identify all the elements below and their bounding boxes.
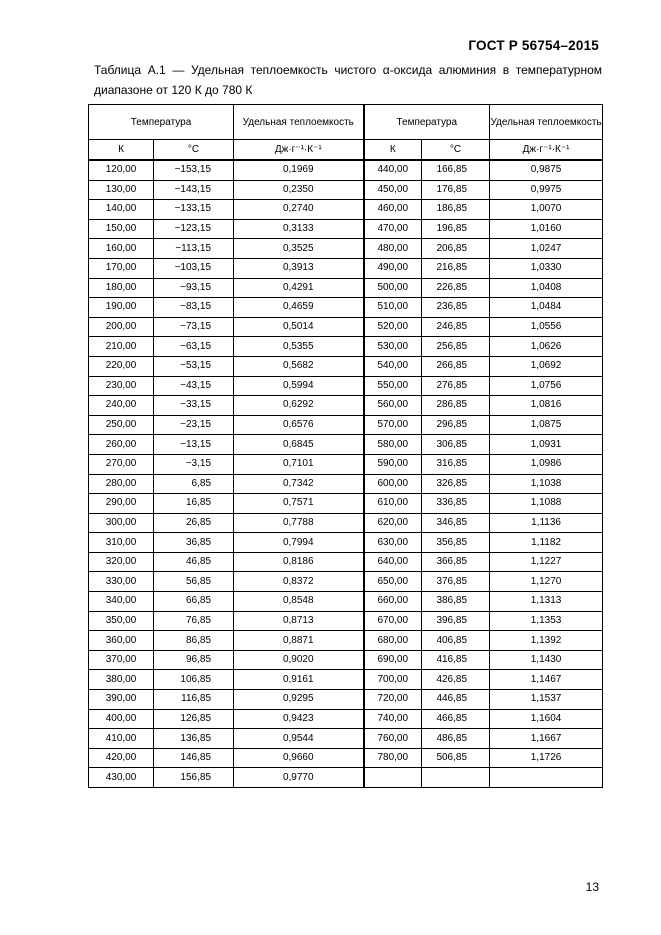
kelvin-cell: 280,00 — [89, 474, 154, 494]
kelvin-cell: 560,00 — [364, 396, 422, 416]
header-row-units — [89, 140, 603, 161]
celsius-cell: 26,85 — [154, 513, 234, 533]
kelvin-cell: 150,00 — [89, 219, 154, 239]
kelvin-cell: 190,00 — [89, 298, 154, 318]
kelvin-cell: 240,00 — [89, 396, 154, 416]
heat-capacity-cell: 0,9020 — [234, 650, 364, 670]
celsius-cell: −133,15 — [154, 200, 234, 220]
kelvin-cell: 160,00 — [89, 239, 154, 259]
heat-capacity-cell: 0,5994 — [234, 376, 364, 396]
table-row — [89, 592, 603, 612]
kelvin-cell: 610,00 — [364, 494, 422, 514]
table-row — [89, 180, 603, 200]
unit-celsius-2: °С — [422, 140, 490, 161]
kelvin-cell: 200,00 — [89, 317, 154, 337]
kelvin-cell: 600,00 — [364, 474, 422, 494]
celsius-cell: 126,85 — [154, 709, 234, 729]
heat-capacity-cell: 1,1270 — [490, 572, 603, 592]
unit-kelvin-2: К — [364, 140, 422, 161]
celsius-cell: 306,85 — [422, 435, 490, 455]
kelvin-cell: 660,00 — [364, 592, 422, 612]
heat-capacity-cell: 1,1088 — [490, 494, 603, 514]
kelvin-cell: 350,00 — [89, 611, 154, 631]
celsius-cell: −43,15 — [154, 376, 234, 396]
kelvin-cell: 140,00 — [89, 200, 154, 220]
celsius-cell: −143,15 — [154, 180, 234, 200]
page-number: 13 — [585, 880, 599, 894]
table-row — [89, 611, 603, 631]
kelvin-cell: 720,00 — [364, 690, 422, 710]
kelvin-cell: 380,00 — [89, 670, 154, 690]
celsius-cell: 206,85 — [422, 239, 490, 259]
table-row — [89, 337, 603, 357]
table-body — [89, 160, 603, 788]
celsius-cell: −23,15 — [154, 415, 234, 435]
document-code: ГОСТ Р 56754–2015 — [468, 38, 599, 53]
table-row — [89, 768, 603, 788]
kelvin-cell: 310,00 — [89, 533, 154, 553]
heat-capacity-cell: 1,1726 — [490, 748, 603, 768]
celsius-cell: 336,85 — [422, 494, 490, 514]
heat-capacity-cell: 0,7788 — [234, 513, 364, 533]
table-row — [89, 513, 603, 533]
heat-capacity-cell: 1,1467 — [490, 670, 603, 690]
kelvin-cell: 390,00 — [89, 690, 154, 710]
table-row — [89, 631, 603, 651]
heat-capacity-header: Удельная теплоемкость — [234, 105, 364, 140]
celsius-cell: 316,85 — [422, 454, 490, 474]
table-row — [89, 219, 603, 239]
heat-capacity-cell: 0,3133 — [234, 219, 364, 239]
celsius-cell: 16,85 — [154, 494, 234, 514]
kelvin-cell: 740,00 — [364, 709, 422, 729]
kelvin-cell: 210,00 — [89, 337, 154, 357]
celsius-cell: 166,85 — [422, 160, 490, 180]
celsius-cell: −83,15 — [154, 298, 234, 318]
heat-capacity-cell: 0,9770 — [234, 768, 364, 788]
kelvin-cell: 760,00 — [364, 729, 422, 749]
heat-capacity-cell: 1,1227 — [490, 552, 603, 572]
heat-capacity-cell: 1,1136 — [490, 513, 603, 533]
heat-capacity-table — [88, 104, 603, 788]
kelvin-cell: 230,00 — [89, 376, 154, 396]
heat-capacity-cell: 0,7342 — [234, 474, 364, 494]
kelvin-cell: 520,00 — [364, 317, 422, 337]
kelvin-cell: 300,00 — [89, 513, 154, 533]
heat-capacity-cell: 0,9660 — [234, 748, 364, 768]
kelvin-cell: 780,00 — [364, 748, 422, 768]
table-row — [89, 160, 603, 180]
celsius-cell: −63,15 — [154, 337, 234, 357]
celsius-cell: 96,85 — [154, 650, 234, 670]
kelvin-cell — [364, 768, 422, 788]
celsius-cell: −33,15 — [154, 396, 234, 416]
table-row — [89, 533, 603, 553]
kelvin-cell: 680,00 — [364, 631, 422, 651]
celsius-cell: −3,15 — [154, 454, 234, 474]
kelvin-cell: 250,00 — [89, 415, 154, 435]
heat-capacity-cell: 1,1182 — [490, 533, 603, 553]
table-row — [89, 494, 603, 514]
heat-capacity-cell: 0,8871 — [234, 631, 364, 651]
heat-capacity-cell: 0,7994 — [234, 533, 364, 553]
table-row — [89, 396, 603, 416]
heat-capacity-cell: 1,0756 — [490, 376, 603, 396]
kelvin-cell: 490,00 — [364, 258, 422, 278]
table-row — [89, 572, 603, 592]
celsius-cell: 6,85 — [154, 474, 234, 494]
heat-capacity-cell: 0,4291 — [234, 278, 364, 298]
kelvin-cell: 650,00 — [364, 572, 422, 592]
celsius-cell: 406,85 — [422, 631, 490, 651]
celsius-cell: −113,15 — [154, 239, 234, 259]
heat-capacity-cell: 1,0160 — [490, 219, 603, 239]
heat-capacity-cell: 1,0931 — [490, 435, 603, 455]
table-row — [89, 474, 603, 494]
celsius-cell: −13,15 — [154, 435, 234, 455]
heat-capacity-cell: 1,0816 — [490, 396, 603, 416]
heat-capacity-cell: 0,2740 — [234, 200, 364, 220]
celsius-cell: 466,85 — [422, 709, 490, 729]
celsius-cell: 376,85 — [422, 572, 490, 592]
kelvin-cell: 120,00 — [89, 160, 154, 180]
heat-capacity-cell: 1,1353 — [490, 611, 603, 631]
heat-capacity-cell: 0,2350 — [234, 180, 364, 200]
celsius-cell: 356,85 — [422, 533, 490, 553]
heat-capacity-cell: 1,1038 — [490, 474, 603, 494]
unit-celsius: °С — [154, 140, 234, 161]
celsius-cell: −153,15 — [154, 160, 234, 180]
celsius-cell: 296,85 — [422, 415, 490, 435]
kelvin-cell: 510,00 — [364, 298, 422, 318]
celsius-cell: 246,85 — [422, 317, 490, 337]
table-row — [89, 729, 603, 749]
heat-capacity-cell: 1,0986 — [490, 454, 603, 474]
kelvin-cell: 270,00 — [89, 454, 154, 474]
heat-capacity-cell: 1,1430 — [490, 650, 603, 670]
temperature-group-header: Температура — [89, 105, 234, 140]
heat-capacity-cell: 0,4659 — [234, 298, 364, 318]
celsius-cell: 46,85 — [154, 552, 234, 572]
celsius-cell: 256,85 — [422, 337, 490, 357]
celsius-cell: 196,85 — [422, 219, 490, 239]
kelvin-cell: 460,00 — [364, 200, 422, 220]
kelvin-cell: 400,00 — [89, 709, 154, 729]
kelvin-cell: 700,00 — [364, 670, 422, 690]
kelvin-cell: 170,00 — [89, 258, 154, 278]
heat-capacity-cell: 1,0070 — [490, 200, 603, 220]
heat-capacity-header-2: Удельная теплоемкость — [490, 105, 603, 140]
celsius-cell: 156,85 — [154, 768, 234, 788]
kelvin-cell: 690,00 — [364, 650, 422, 670]
heat-capacity-cell: 0,8713 — [234, 611, 364, 631]
celsius-cell: 146,85 — [154, 748, 234, 768]
heat-capacity-cell: 1,0330 — [490, 258, 603, 278]
heat-capacity-cell: 0,8548 — [234, 592, 364, 612]
celsius-cell: 176,85 — [422, 180, 490, 200]
heat-capacity-cell — [490, 768, 603, 788]
kelvin-cell: 530,00 — [364, 337, 422, 357]
temperature-group-header-2: Температура — [364, 105, 490, 140]
celsius-cell: 76,85 — [154, 611, 234, 631]
kelvin-cell: 330,00 — [89, 572, 154, 592]
kelvin-cell: 580,00 — [364, 435, 422, 455]
celsius-cell: 266,85 — [422, 356, 490, 376]
heat-capacity-cell: 1,0626 — [490, 337, 603, 357]
unit-heat-capacity: Дж·г⁻¹·К⁻¹ — [234, 140, 364, 161]
kelvin-cell: 360,00 — [89, 631, 154, 651]
table-row — [89, 200, 603, 220]
heat-capacity-cell: 0,7571 — [234, 494, 364, 514]
celsius-cell: 326,85 — [422, 474, 490, 494]
heat-capacity-cell: 0,9544 — [234, 729, 364, 749]
heat-capacity-cell: 0,3525 — [234, 239, 364, 259]
kelvin-cell: 220,00 — [89, 356, 154, 376]
celsius-cell: 106,85 — [154, 670, 234, 690]
heat-capacity-cell: 1,1392 — [490, 631, 603, 651]
celsius-cell: 56,85 — [154, 572, 234, 592]
table-row — [89, 239, 603, 259]
table-row — [89, 454, 603, 474]
kelvin-cell: 420,00 — [89, 748, 154, 768]
kelvin-cell: 290,00 — [89, 494, 154, 514]
kelvin-cell: 630,00 — [364, 533, 422, 553]
celsius-cell — [422, 768, 490, 788]
heat-capacity-cell: 1,0556 — [490, 317, 603, 337]
celsius-cell: 446,85 — [422, 690, 490, 710]
heat-capacity-cell: 1,1667 — [490, 729, 603, 749]
celsius-cell: −123,15 — [154, 219, 234, 239]
table-row — [89, 258, 603, 278]
header-row-groups — [89, 105, 603, 140]
kelvin-cell: 550,00 — [364, 376, 422, 396]
kelvin-cell: 320,00 — [89, 552, 154, 572]
heat-capacity-cell: 0,8186 — [234, 552, 364, 572]
heat-capacity-cell: 0,5355 — [234, 337, 364, 357]
heat-capacity-cell: 0,5682 — [234, 356, 364, 376]
celsius-cell: 286,85 — [422, 396, 490, 416]
celsius-cell: −93,15 — [154, 278, 234, 298]
heat-capacity-cell: 1,1313 — [490, 592, 603, 612]
celsius-cell: 186,85 — [422, 200, 490, 220]
heat-capacity-cell: 0,6292 — [234, 396, 364, 416]
heat-capacity-cell: 1,0875 — [490, 415, 603, 435]
kelvin-cell: 450,00 — [364, 180, 422, 200]
table-row — [89, 709, 603, 729]
table-row — [89, 552, 603, 572]
kelvin-cell: 620,00 — [364, 513, 422, 533]
table-caption: Таблица А.1 — Удельная теплоемкость чистого α-оксида алюминия в температурном диапазоне от 120 К до 780 К — [94, 63, 602, 97]
kelvin-cell: 180,00 — [89, 278, 154, 298]
celsius-cell: −103,15 — [154, 258, 234, 278]
heat-capacity-cell: 0,6845 — [234, 435, 364, 455]
heat-capacity-cell: 0,5014 — [234, 317, 364, 337]
heat-capacity-cell: 1,0408 — [490, 278, 603, 298]
kelvin-cell: 260,00 — [89, 435, 154, 455]
heat-capacity-cell: 1,0484 — [490, 298, 603, 318]
celsius-cell: 116,85 — [154, 690, 234, 710]
celsius-cell: 236,85 — [422, 298, 490, 318]
kelvin-cell: 670,00 — [364, 611, 422, 631]
table-row — [89, 415, 603, 435]
table-row — [89, 670, 603, 690]
heat-capacity-cell: 0,8372 — [234, 572, 364, 592]
kelvin-cell: 440,00 — [364, 160, 422, 180]
celsius-cell: 426,85 — [422, 670, 490, 690]
celsius-cell: 216,85 — [422, 258, 490, 278]
celsius-cell: 386,85 — [422, 592, 490, 612]
heat-capacity-cell: 1,1604 — [490, 709, 603, 729]
heat-capacity-cell: 0,1969 — [234, 160, 364, 180]
kelvin-cell: 340,00 — [89, 592, 154, 612]
celsius-cell: 416,85 — [422, 650, 490, 670]
celsius-cell: 276,85 — [422, 376, 490, 396]
celsius-cell: −73,15 — [154, 317, 234, 337]
table-row — [89, 356, 603, 376]
celsius-cell: 396,85 — [422, 611, 490, 631]
celsius-cell: 136,85 — [154, 729, 234, 749]
heat-capacity-cell: 1,0692 — [490, 356, 603, 376]
kelvin-cell: 500,00 — [364, 278, 422, 298]
table-row — [89, 298, 603, 318]
unit-kelvin: К — [89, 140, 154, 161]
celsius-cell: −53,15 — [154, 356, 234, 376]
heat-capacity-cell: 0,7101 — [234, 454, 364, 474]
kelvin-cell: 570,00 — [364, 415, 422, 435]
table-row — [89, 376, 603, 396]
kelvin-cell: 130,00 — [89, 180, 154, 200]
celsius-cell: 36,85 — [154, 533, 234, 553]
kelvin-cell: 640,00 — [364, 552, 422, 572]
celsius-cell: 346,85 — [422, 513, 490, 533]
kelvin-cell: 480,00 — [364, 239, 422, 259]
heat-capacity-cell: 0,6576 — [234, 415, 364, 435]
celsius-cell: 366,85 — [422, 552, 490, 572]
table-row — [89, 435, 603, 455]
heat-capacity-cell: 1,1537 — [490, 690, 603, 710]
table-row — [89, 690, 603, 710]
table-row — [89, 317, 603, 337]
heat-capacity-cell: 0,9161 — [234, 670, 364, 690]
celsius-cell: 486,85 — [422, 729, 490, 749]
heat-capacity-cell: 0,9423 — [234, 709, 364, 729]
heat-capacity-cell: 0,9295 — [234, 690, 364, 710]
celsius-cell: 506,85 — [422, 748, 490, 768]
heat-capacity-cell: 0,9875 — [490, 160, 603, 180]
kelvin-cell: 410,00 — [89, 729, 154, 749]
table-row — [89, 278, 603, 298]
celsius-cell: 86,85 — [154, 631, 234, 651]
celsius-cell: 226,85 — [422, 278, 490, 298]
heat-capacity-cell: 1,0247 — [490, 239, 603, 259]
heat-capacity-cell: 0,9975 — [490, 180, 603, 200]
kelvin-cell: 540,00 — [364, 356, 422, 376]
celsius-cell: 66,85 — [154, 592, 234, 612]
kelvin-cell: 430,00 — [89, 768, 154, 788]
unit-heat-capacity-2: Дж·г⁻¹·К⁻¹ — [490, 140, 603, 161]
heat-capacity-cell: 0,3913 — [234, 258, 364, 278]
table-row — [89, 650, 603, 670]
kelvin-cell: 370,00 — [89, 650, 154, 670]
kelvin-cell: 470,00 — [364, 219, 422, 239]
kelvin-cell: 590,00 — [364, 454, 422, 474]
table-row — [89, 748, 603, 768]
